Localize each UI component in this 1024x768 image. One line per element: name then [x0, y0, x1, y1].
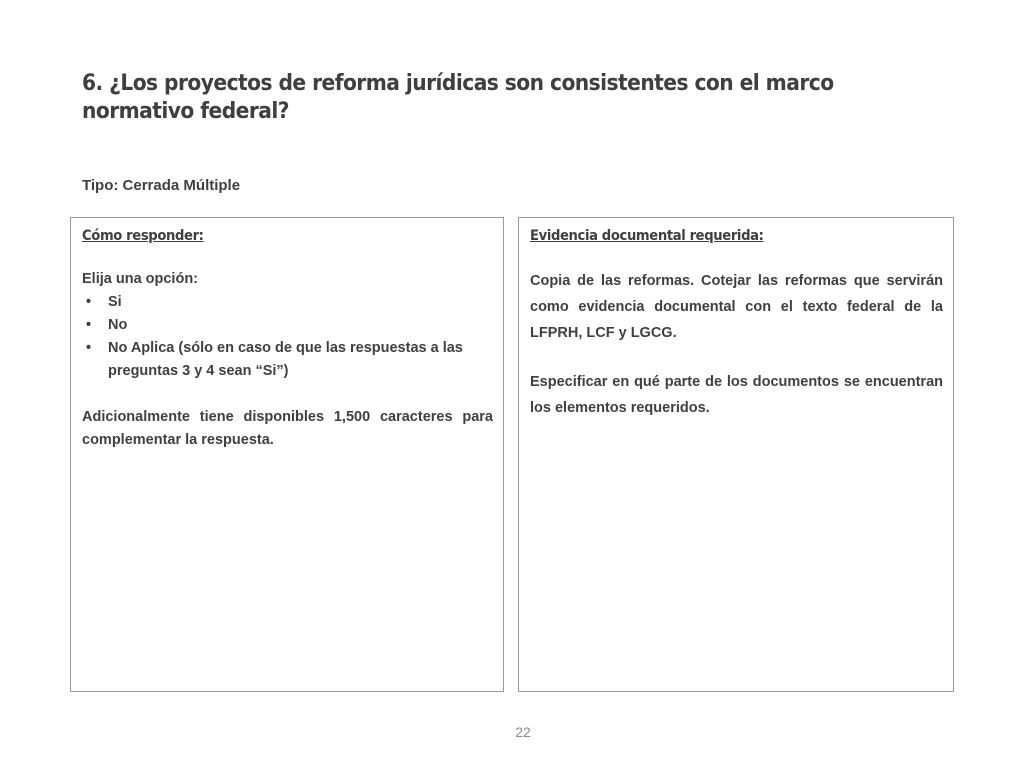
page-title: 6. ¿Los proyectos de reforma jurídicas son consistentes con el marco normativo federal? [82, 71, 834, 124]
option-item [82, 291, 493, 314]
options-list [82, 291, 493, 383]
option-item [82, 337, 493, 383]
spacer [82, 383, 493, 406]
how-to-answer-heading: Cómo responder: [82, 228, 204, 244]
option-label: No Aplica (sólo en caso de que las respuestas a las preguntas 3 y 4 sean “Si”) [108, 340, 463, 379]
option-label: No [108, 317, 128, 333]
bullet-icon: • [86, 294, 92, 310]
how-to-answer-box [70, 217, 504, 692]
additional-text: Adicionalmente tiene disponibles 1,500 caracteres para complementar la respuesta. [82, 409, 493, 448]
option-item [82, 314, 493, 337]
evidence-heading: Evidencia documental requerida: [530, 228, 764, 244]
evidence-paragraph: Copia de las reformas. Cotejar las reformas que servirán como evidencia documental con el texto federal de la LFPRH, LCF y LGCG. [530, 273, 943, 341]
evidence-paragraph: Especificar en qué parte de los documentos se encuentran los elementos requeridos. [530, 374, 943, 416]
evidence-box [518, 217, 954, 692]
bullet-icon: • [86, 340, 92, 356]
bullet-icon: • [86, 317, 92, 333]
page-number: 22 [515, 724, 531, 740]
question-type: Tipo: Cerrada Múltiple [82, 177, 241, 194]
option-label: Si [108, 294, 122, 310]
instruction-text: Elija una opción: [82, 271, 199, 287]
spacer [530, 346, 943, 369]
